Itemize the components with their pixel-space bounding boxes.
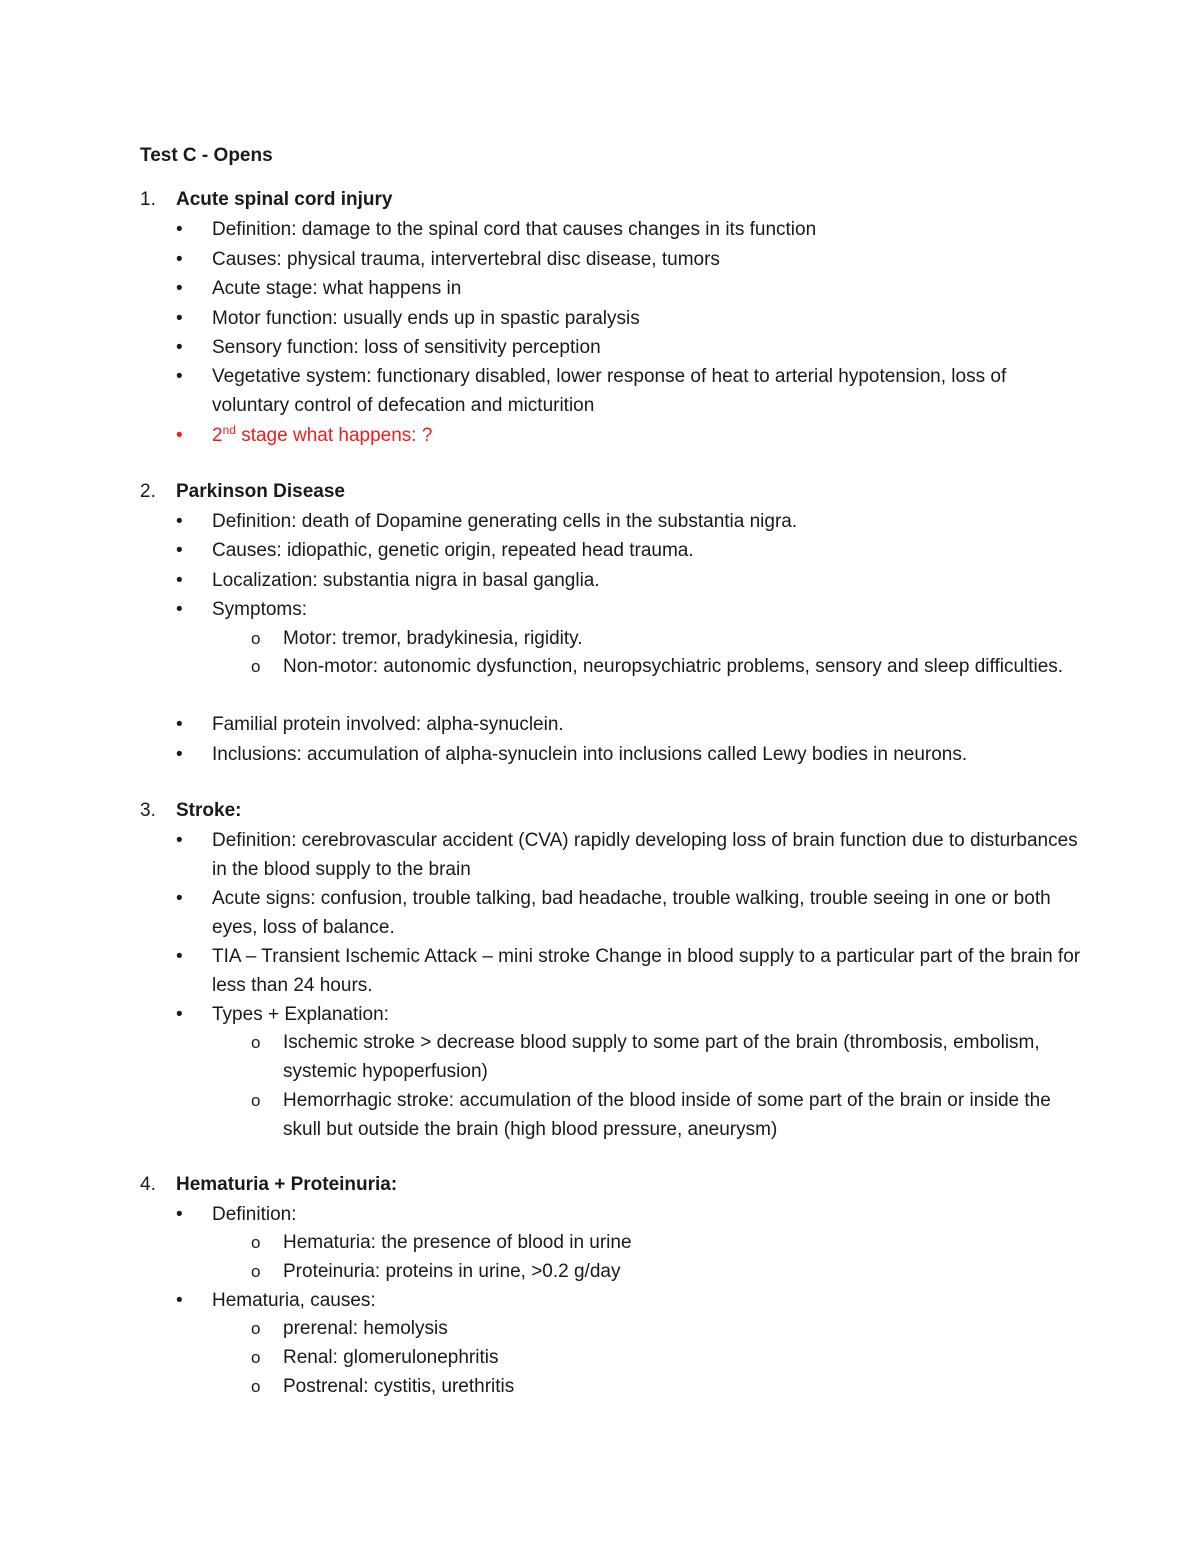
- bullet-item-highlighted: [212, 421, 1082, 450]
- section-title: Stroke:: [176, 800, 242, 821]
- bullet-item: • Definition: cerebrovascular accident (CVA) rapidly developing loss of brain function due to disturbances in the blood supply to the brain: [212, 826, 1082, 884]
- sub-bullet-item: o Non-motor: autonomic dysfunction, neuropsychiatric problems, sensory and sleep difficulties.: [283, 652, 1083, 681]
- bullet-item: • Sensory function: loss of sensitivity perception: [212, 333, 1082, 362]
- bullet-item: • Definition: damage to the spinal cord that causes changes in its function: [212, 215, 1082, 244]
- sub-bullet-item: o Ischemic stroke > decrease blood supply to some part of the brain (thrombosis, embolism, systemic hypoperfusion): [283, 1028, 1083, 1086]
- bullet-item: • Acute stage: what happens in: [212, 274, 1082, 303]
- section-title: Hematuria + Proteinuria:: [176, 1174, 398, 1195]
- sub-bullet-item: o Hematuria: the presence of blood in urine: [283, 1228, 1083, 1257]
- sub-bullet-item: o Hemorrhagic stroke: accumulation of the blood inside of some part of the brain or inside the skull but outside the brain (high blood pressure, aneurysm): [283, 1086, 1083, 1144]
- sub-bullet-item: o Proteinuria: proteins in urine, >0.2 g/day: [283, 1257, 1083, 1286]
- bullet-item: • Definition:: [212, 1200, 1082, 1229]
- bullet-item: • Motor function: usually ends up in spastic paralysis: [212, 304, 1082, 333]
- bullet-item: • Inclusions: accumulation of alpha-synuclein into inclusions called Lewy bodies in neurons.: [212, 740, 1082, 769]
- bullet-item: • Symptoms:: [212, 595, 1082, 624]
- sub-bullet-item: o Postrenal: cystitis, urethritis: [283, 1372, 1083, 1401]
- red-item-post: stage what happens: ?: [235, 425, 433, 446]
- bullet-item: • Definition: death of Dopamine generating cells in the substantia nigra.: [212, 507, 1082, 536]
- sub-bullet-item: o Motor: tremor, bradykinesia, rigidity.: [283, 624, 1083, 653]
- section-heading-1: [140, 189, 392, 211]
- document-title: Test C - Opens: [140, 145, 273, 166]
- bullet-item: • Types + Explanation:: [212, 1000, 1082, 1029]
- bullet-item: • Causes: physical trauma, intervertebral disc disease, tumors: [212, 245, 1082, 274]
- section-title: Parkinson Disease: [176, 481, 345, 502]
- sub-bullet-item: o prerenal: hemolysis: [283, 1314, 1083, 1343]
- section-number: 1.: [140, 189, 156, 210]
- section-number: 4.: [140, 1174, 156, 1195]
- red-item-sup: nd: [222, 423, 236, 437]
- bullet-item: • Hematuria, causes:: [212, 1286, 1082, 1315]
- red-item-pre: 2: [212, 425, 223, 446]
- section-number: 2.: [140, 481, 156, 502]
- section-heading-4: [140, 1174, 397, 1196]
- section-number: 3.: [140, 800, 156, 821]
- bullet-item: • Localization: substantia nigra in basal ganglia.: [212, 566, 1082, 595]
- bullet-item: • TIA – Transient Ischemic Attack – mini stroke Change in blood supply to a particular part of the brain for less than 24 hours.: [212, 942, 1082, 1000]
- bullet-item: • Vegetative system: functionary disabled, lower response of heat to arterial hypotension, loss of voluntary control of defecation and micturition: [212, 362, 1082, 420]
- section-heading-2: [140, 481, 345, 503]
- section-heading-3: [140, 800, 241, 822]
- sub-bullet-item: o Renal: glomerulonephritis: [283, 1343, 1083, 1372]
- section-title: Acute spinal cord injury: [176, 189, 393, 210]
- bullet-item: • Familial protein involved: alpha-synuclein.: [212, 710, 1082, 739]
- bullet-item: • Causes: idiopathic, genetic origin, repeated head trauma.: [212, 536, 1082, 565]
- bullet-item: • Acute signs: confusion, trouble talking, bad headache, trouble walking, trouble seeing in one or both eyes, loss of balance.: [212, 884, 1082, 942]
